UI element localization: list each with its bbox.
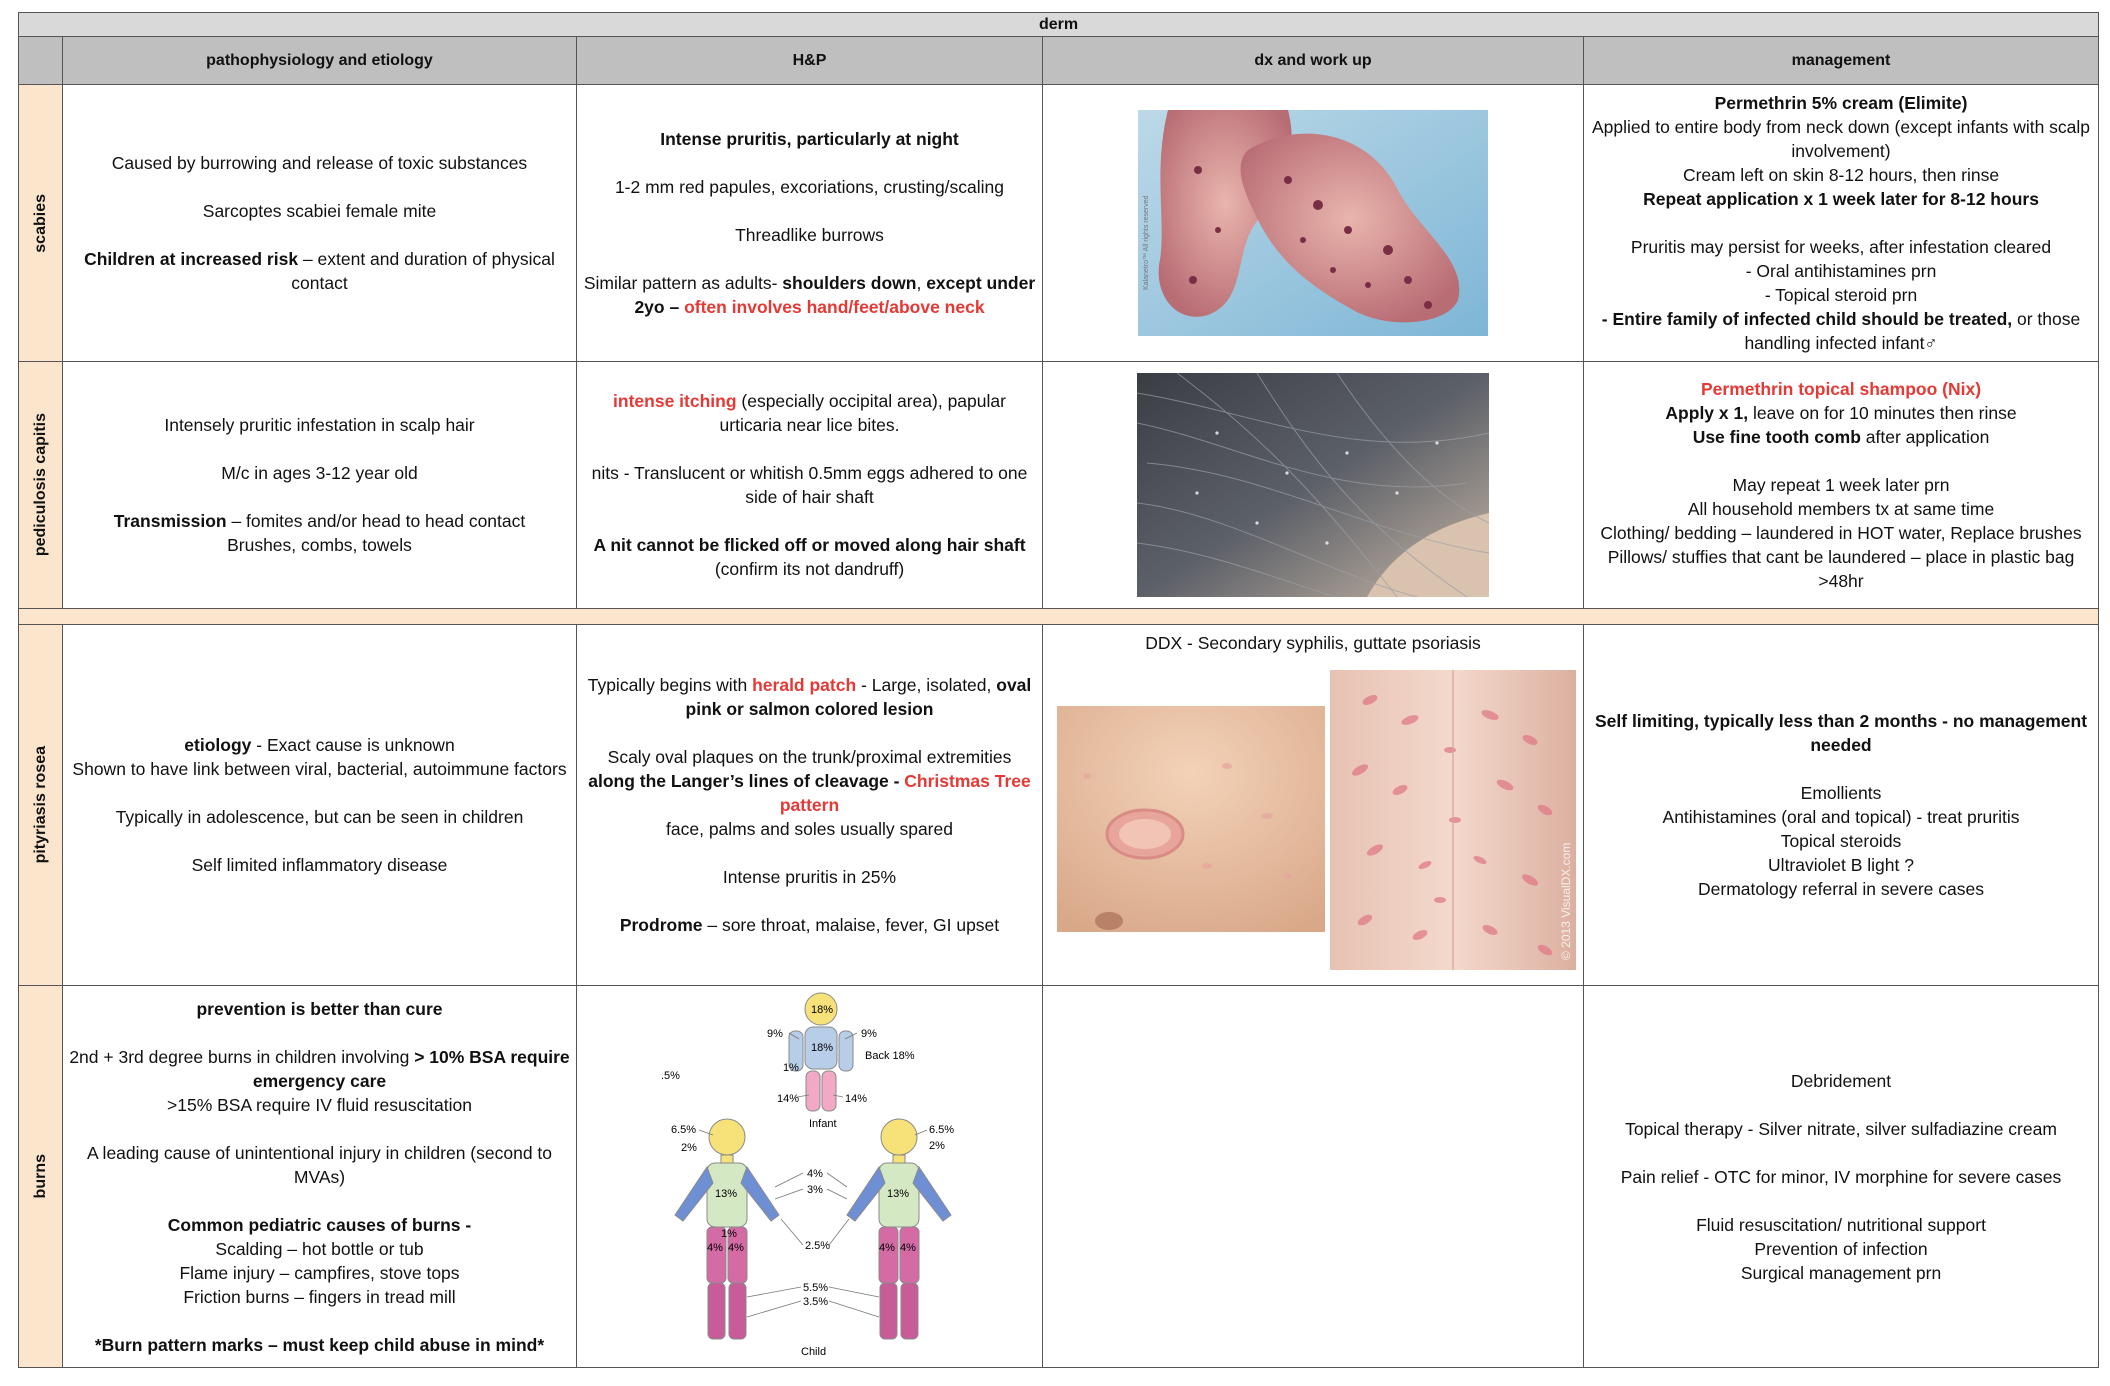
svg-text:14%: 14%: [777, 1092, 800, 1105]
svg-text:4%: 4%: [807, 1167, 823, 1180]
svg-text:14%: 14%: [845, 1092, 868, 1105]
svg-text:Back 18%: Back 18%: [865, 1049, 915, 1062]
svg-text:© 2013 VisualDX.com: © 2013 VisualDX.com: [1559, 842, 1573, 960]
pediculosis-dx: [1043, 362, 1584, 609]
svg-text:Infant: Infant: [809, 1117, 837, 1130]
svg-text:4%: 4%: [728, 1241, 744, 1254]
christmas-tree-rash-image: [1330, 670, 1576, 970]
svg-text:5.5%: 5.5%: [803, 1281, 829, 1294]
ddx-text: DDX - Secondary syphilis, guttate psoriasis: [1145, 633, 1481, 653]
burns-hp: [577, 986, 1043, 1368]
svg-text:6.5%: 6.5%: [929, 1123, 955, 1136]
child-back-figure: [847, 1119, 951, 1339]
row-scabies: [19, 85, 2099, 362]
title-row: [19, 13, 2099, 37]
row-label-burns: burns: [19, 986, 63, 1368]
corner-cell: [19, 37, 63, 85]
scabies-patho: Caused by burrowing and release of toxic substances Sarcoptes scabiei female mite Children at increased risk – extent and duration of physical contact: [63, 85, 577, 362]
header-dx: dx and work up: [1043, 37, 1584, 85]
pediculosis-mgmt: Permethrin topical shampoo (Nix) Apply x 1, leave on for 10 minutes then rinse Use fine tooth comb after application May repeat 1 week later prn All household members tx at same time Clothing/ bedding – laundered in HOT water, Replace brushes Pillows/ stuffies that cant be laundered – place in plastic bag >48hr: [1584, 362, 2099, 609]
burns-dx: [1043, 986, 1584, 1368]
herald-patch-image: [1057, 706, 1325, 932]
pityriasis-patho: etiology - Exact cause is unknown Shown to have link between viral, bacterial, autoimmune factors Typically in adolescence, but can be seen in children Self limited inflammatory disease: [63, 625, 577, 986]
svg-text:Child: Child: [801, 1345, 827, 1358]
sheet-title: derm: [19, 13, 2099, 37]
pediculosis-patho: Intensely pruritic infestation in scalp hair M/c in ages 3-12 year old Transmission – fomites and/or head to head contact Brushes, combs, towels: [63, 362, 577, 609]
svg-text:2%: 2%: [929, 1139, 945, 1152]
pityriasis-hp: Typically begins with herald patch - Large, isolated, oval pink or salmon colored lesion Scaly oval plaques on the trunk/proximal extremities along the Langer’s lines of cleavage - Christmas Tree pattern face, palms and soles usually spared Intense pruritis in 25% Prodrome – sore throat, malaise, fever, GI upset: [577, 625, 1043, 986]
svg-text:Kalanetro™ All rights reserved: Kalanetro™ All rights reserved: [1143, 195, 1150, 290]
scabies-mgmt: Permethrin 5% cream (Elimite) Applied to entire body from neck down (except infants with scalp involvement) Cream left on skin 8-12 hours, then rinse Repeat application x 1 week later for 8-12 hours Pruritis may persist for weeks, after infestation cleared - Oral antihistamines prn - Topical steroid prn - Entire family of infected child should be treated, or those handling infected infant♂: [1584, 85, 2099, 362]
scabies-hp: Intense pruritis, particularly at night 1-2 mm red papules, excoriations, crusting/scaling Threadlike burrows Similar pattern as adults- shoulders down, except under 2yo – often involves hand/feet/above neck: [577, 85, 1043, 362]
burns-patho: prevention is better than cure 2nd + 3rd degree burns in children involving > 10% BSA require emergency care >15% BSA require IV fluid resuscitation A leading cause of unintentional injury in children (second to MVAs) Common pediatric causes of burns - Scalding – hot bottle or tub Flame injury – campfires, stove tops Friction burns – fingers in tread mill *Burn pattern marks – must keep child abuse in mind*: [63, 986, 577, 1368]
burns-mgmt: Debridement Topical therapy - Silver nitrate, silver sulfadiazine cream Pain relief - OTC for minor, IV morphine for severe cases Fluid resuscitation/ nutritional support Prevention of infection Surgical management prn: [1584, 986, 2099, 1368]
svg-text:1%: 1%: [783, 1061, 799, 1074]
svg-text:9%: 9%: [861, 1027, 877, 1040]
header-row: [19, 37, 2099, 85]
svg-text:1%: 1%: [721, 1227, 737, 1240]
svg-text:18%: 18%: [811, 1003, 834, 1016]
row-burns: [19, 986, 2099, 1368]
derm-sheet: [18, 12, 2098, 1368]
svg-text:4%: 4%: [707, 1241, 723, 1254]
svg-text:9%: 9%: [767, 1027, 783, 1040]
svg-text:3.5%: 3.5%: [803, 1295, 829, 1308]
pityriasis-dx: [1043, 625, 1584, 986]
svg-text:4%: 4%: [879, 1241, 895, 1254]
scabies-feet-image: [1138, 110, 1488, 336]
pityriasis-mgmt: Self limiting, typically less than 2 months - no management needed Emollients Antihistamines (oral and topical) - treat pruritis Topical steroids Ultraviolet B light ? Dermatology referral in severe cases: [1584, 625, 2099, 986]
svg-text:13%: 13%: [887, 1187, 910, 1200]
svg-text:2.5%: 2.5%: [805, 1239, 831, 1252]
lice-hair-image: [1137, 373, 1489, 597]
svg-text:.5%: .5%: [661, 1069, 680, 1082]
section-divider: [19, 609, 2099, 625]
svg-text:6.5%: 6.5%: [671, 1123, 697, 1136]
pediculosis-hp: intense itching (especially occipital area), papular urticaria near lice bites. nits - Translucent or whitish 0.5mm eggs adhered to one side of hair shaft A nit cannot be flicked off or moved along hair shaft (confirm its not dandruff): [577, 362, 1043, 609]
svg-text:18%: 18%: [811, 1041, 834, 1054]
row-label-scabies: scabies: [19, 85, 63, 362]
header-mgmt: management: [1584, 37, 2099, 85]
derm-table: [18, 12, 2099, 1368]
header-hp: H&P: [577, 37, 1043, 85]
row-pediculosis: [19, 362, 2099, 609]
scabies-dx: [1043, 85, 1584, 362]
burn-bsa-diagram: [577, 987, 1043, 1367]
svg-text:2%: 2%: [681, 1141, 697, 1154]
svg-text:4%: 4%: [900, 1241, 916, 1254]
row-pityriasis: [19, 625, 2099, 986]
svg-text:13%: 13%: [715, 1187, 738, 1200]
row-label-pediculosis: pediculosis capitis: [19, 362, 63, 609]
svg-text:3%: 3%: [807, 1183, 823, 1196]
row-label-pityriasis: pityriasis rosea: [19, 625, 63, 986]
header-patho: pathophysiology and etiology: [63, 37, 577, 85]
